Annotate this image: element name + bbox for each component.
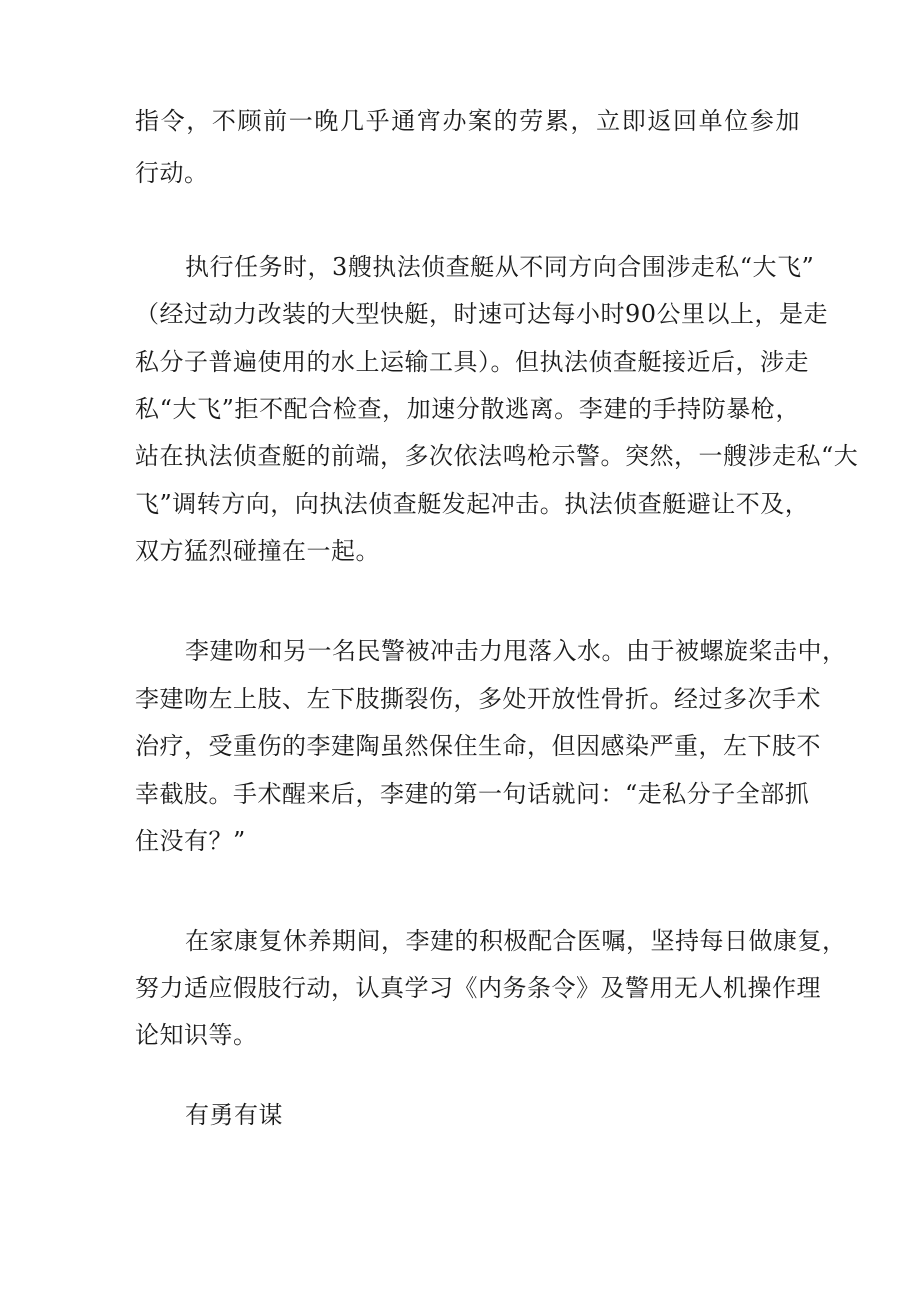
paragraph-2-line-7: 双方猛烈碰撞在一起。 xyxy=(135,537,380,565)
paragraph-4-line-2: 努力适应假肢行动，认真学习《内务条令》及警用无人机操作理 xyxy=(135,974,821,1002)
paragraph-2-line-6: 飞”调转方向，向执法侦查艇发起冲击。执法侦查艇避让不及， xyxy=(135,490,810,518)
paragraph-1-line-2: 行动。 xyxy=(135,159,209,187)
paragraph-3-line-1: 李建吻和另一名民警被冲击力甩落入水。由于被螺旋桨击中， xyxy=(185,637,847,665)
paragraph-4-line-1: 在家康复休养期间，李建的积极配合医嘱，坚持每日做康复， xyxy=(185,927,847,955)
paragraph-2-line-5: 站在执法侦查艇的前端，多次依法鸣枪示警。突然，一艘涉走私“大 xyxy=(135,442,859,470)
paragraph-3-line-5: 住没有？” xyxy=(135,827,246,855)
paragraph-3-line-3: 治疗，受重伤的李建陶虽然保住生命，但因感染严重，左下肢不 xyxy=(135,732,821,760)
paragraph-2-line-3: 私分子普遍使用的水上运输工具）。但执法侦查艇接近后，涉走 xyxy=(135,348,809,376)
paragraph-3-line-2: 李建吻左上肢、左下肢撕裂伤，多处开放性骨折。经过多次手术 xyxy=(135,685,821,713)
paragraph-3-line-4: 幸截肢。手术醒来后，李建的第一句话就问：“走私分子全部抓 xyxy=(135,780,810,808)
paragraph-2-line-1: 执行任务时，3艘执法侦查艇从不同方向合围涉走私“大飞” xyxy=(185,253,815,281)
paragraph-4-line-3: 论知识等。 xyxy=(135,1021,258,1049)
section-heading: 有勇有谋 xyxy=(185,1101,283,1129)
paragraph-2-line-2: （经过动力改装的大型快艇，时速可达每小时90公里以上，是走 xyxy=(135,300,829,328)
paragraph-2-line-4: 私“大飞”拒不配合检查，加速分散逃离。李建的手持防暴枪， xyxy=(135,395,800,423)
paragraph-1-line-1: 指令，不顾前一晚几乎通宵办案的劳累，立即返回单位参加 xyxy=(135,107,800,135)
